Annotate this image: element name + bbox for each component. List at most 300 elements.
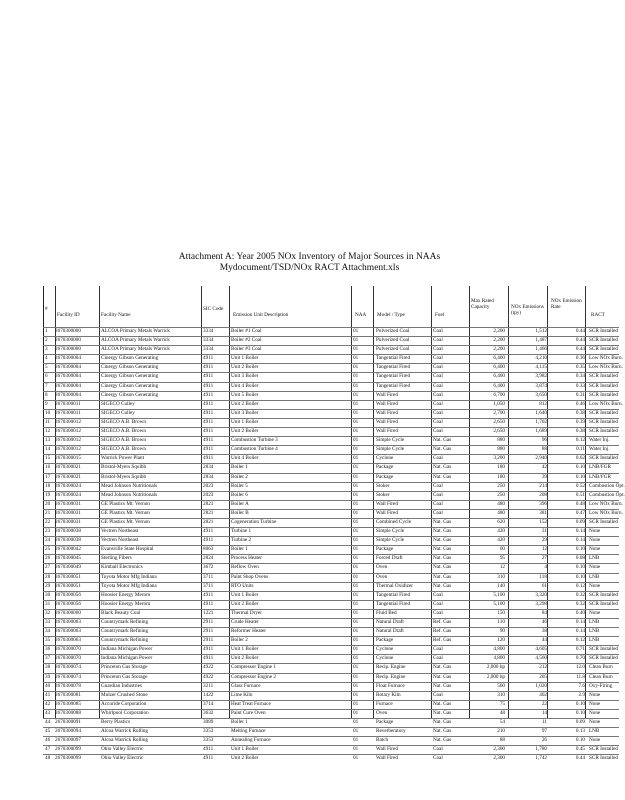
cell-n: 24 [45, 537, 51, 544]
cell-nox: 212 [539, 664, 547, 671]
cell-naa: 01 [353, 637, 359, 644]
table-row [43, 591, 619, 600]
cell-unit: Heat Treat Furnace [231, 700, 271, 707]
cell-n: 41 [45, 691, 51, 698]
cell-n: 19 [45, 491, 51, 498]
header-model: Model / Type [377, 312, 405, 318]
header-naa: NAA [355, 312, 367, 318]
header-sic: SIC Code [203, 306, 224, 312]
cell-nox: 26 [541, 737, 547, 744]
cell-id: 2670300056 [55, 591, 81, 598]
table-row [43, 445, 619, 454]
cell-ract: None [589, 528, 601, 535]
cell-rate: 0.46 [575, 400, 585, 407]
cell-sic: 4911 [203, 646, 214, 653]
cell-fac: Mulzer Crushed Stone [101, 691, 148, 698]
table-row [43, 609, 619, 618]
cell-ract: None [589, 609, 601, 616]
cell-fuel: Coal [433, 655, 443, 662]
cell-ract: None [589, 691, 601, 698]
cell-fuel: Coal [433, 455, 443, 462]
cell-cap: 60 [499, 546, 505, 553]
cell-naa: 01 [353, 655, 359, 662]
cell-cap: 5,100 [493, 591, 505, 598]
cell-sic: 3334 [203, 337, 214, 344]
cell-ract: SCR Installed [589, 600, 618, 607]
header-capacity: Max Rated Capacity [471, 298, 494, 310]
cell-sic: 4911 [203, 409, 214, 416]
cell-naa: 01 [353, 646, 359, 653]
cell-model: Combined Cycle [376, 518, 412, 525]
cell-sic: 4911 [203, 591, 214, 598]
cell-naa: 01 [353, 691, 359, 698]
cell-nox: 1,466 [535, 346, 547, 353]
table-row [43, 700, 619, 709]
cell-rate: 0.09 [575, 518, 585, 525]
table-row [43, 427, 619, 436]
cell-fac: Vectren Northeast [101, 537, 139, 544]
cell-unit: Annealing Furnace [231, 737, 271, 744]
cell-n: 36 [45, 646, 51, 653]
table-row [43, 409, 619, 418]
cell-model: Oven [376, 573, 388, 580]
cell-model: Oven [376, 564, 388, 571]
cell-cap: 180 [497, 464, 505, 471]
cell-fac: Warrick Power Plant [101, 455, 145, 462]
cell-ract: SCR Installed [589, 591, 618, 598]
cell-fac: GE Plastics Mt. Vernon [101, 509, 150, 516]
cell-cap: 2,200 [493, 328, 505, 334]
table-row [43, 363, 623, 372]
cell-cap: 4,800 [493, 646, 505, 653]
cell-fac: Princeton Gas Storage [101, 673, 148, 680]
cell-fuel: Nat. Gas [433, 573, 452, 580]
cell-ract: None [589, 709, 601, 716]
table-row [43, 509, 623, 518]
cell-n: 37 [45, 655, 51, 662]
cell-nox: 61 [541, 582, 547, 589]
cell-model: Batch [376, 737, 389, 744]
cell-n: 32 [45, 609, 51, 616]
cell-cap: 6,400 [493, 355, 505, 362]
cell-cap: 480 [497, 500, 505, 507]
cell-nox: 1,780 [535, 746, 547, 753]
table-body [43, 327, 625, 764]
cell-model: Simple Cycle [376, 537, 405, 544]
cell-ract: LNB [589, 637, 600, 644]
cell-cap: 12 [499, 564, 505, 571]
cell-naa: 01 [353, 737, 359, 744]
cell-id: 2670300049 [55, 564, 81, 571]
cell-rate: 0.12 [575, 582, 585, 589]
cell-ract: SCR Installed [589, 373, 618, 380]
cell-cap: 180 [497, 473, 505, 480]
cell-unit: Boiler B [231, 509, 249, 516]
table-row [43, 627, 619, 636]
cell-cap: 310 [497, 691, 505, 698]
cell-sic: 4911 [203, 400, 214, 407]
cell-n: 11 [45, 418, 50, 425]
cell-unit: Thermal Dryer [231, 609, 262, 616]
cell-n: 46 [45, 737, 51, 744]
cell-fac: Sterling Fibers [101, 555, 132, 562]
cell-rate: 0.10 [575, 737, 585, 744]
cell-id: 2670300070 [55, 646, 81, 653]
table-row [43, 482, 625, 491]
cell-unit: Reflow Oven [231, 564, 259, 571]
cell-sic: 2821 [203, 509, 214, 516]
cell-rate: 0.13 [575, 728, 585, 735]
cell-fac: SIGECO A.B. Brown [101, 437, 146, 444]
cell-fac: SIGECO A.B. Brown [101, 418, 146, 425]
cell-ract: None [589, 546, 601, 553]
cell-nox: 88 [541, 446, 547, 453]
cell-id: 2670300042 [55, 546, 81, 553]
cell-nox: 12 [541, 546, 547, 553]
cell-cap: 420 [497, 537, 505, 544]
cell-fuel: Nat. Gas [433, 473, 452, 480]
cell-id: 2670300012 [55, 428, 81, 435]
cell-id: 2670300031 [55, 518, 81, 525]
cell-fac: GE Plastics Mt. Vernon [101, 500, 150, 507]
cell-unit: Unit 2 Boiler [231, 400, 259, 407]
cell-fac: GE Plastics Mt. Vernon [101, 518, 150, 525]
cell-unit: Unit 1 Boiler [231, 746, 259, 753]
cell-rate: 0.40 [575, 609, 585, 616]
cell-ract: LNB [589, 728, 600, 735]
cell-model: Recip. Engine [376, 664, 406, 671]
cell-id: 2670300063 [55, 637, 81, 644]
cell-ract: Low NOx Burn. [589, 364, 623, 371]
cell-rate: 0.10 [575, 564, 585, 571]
cell-fac: Cinergy Gibson Generating [101, 391, 159, 398]
cell-nox: 1,640 [535, 409, 547, 416]
table-row [43, 654, 619, 663]
cell-cap: 6,400 [493, 373, 505, 380]
cell-sic: 2023 [203, 491, 214, 498]
cell-sic: 1422 [203, 691, 214, 698]
cell-naa: 01 [353, 682, 359, 689]
cell-nox: 22 [541, 700, 547, 707]
table-row [43, 518, 619, 527]
cell-sic: 4922 [203, 673, 214, 680]
cell-nox: 4,210 [535, 355, 547, 362]
cell-sic: 3714 [203, 700, 214, 707]
cell-rate: 0.44 [575, 328, 585, 334]
cell-nox: 97 [541, 728, 547, 735]
table-row [43, 745, 619, 754]
cell-sic: 4911 [203, 537, 214, 544]
cell-cap: 210 [497, 728, 505, 735]
cell-unit: Unit 2 Boiler [231, 600, 259, 607]
cell-fac: Mead Johnson Nutritionals [101, 491, 158, 498]
cell-rate: 0.14 [575, 619, 585, 625]
cell-nox: 396 [539, 500, 547, 507]
cell-naa: 01 [353, 709, 359, 716]
cell-id: 2670300038 [55, 537, 81, 544]
cell-nox: 1,512 [535, 328, 547, 334]
cell-n: 43 [45, 709, 51, 716]
cell-sic: 4911 [203, 446, 214, 453]
cell-fac: Indiana Michigan Power [101, 646, 153, 653]
cell-fac: SIGECO A.B. Brown [101, 446, 146, 453]
cell-fac: Mead Johnson Nutritionals [101, 482, 158, 489]
cell-naa: 01 [353, 391, 359, 398]
cell-unit: Unit 3 Boiler [231, 409, 259, 416]
cell-fuel: Nat. Gas [433, 682, 452, 689]
cell-n: 12 [45, 428, 51, 435]
cell-id: 2670300024 [55, 482, 81, 489]
cell-naa: 01 [353, 537, 359, 544]
cell-model: Thermal Oxidizer [376, 582, 414, 589]
table-row [43, 691, 619, 700]
cell-fuel: Nat. Gas [433, 719, 452, 726]
cell-model: Tangential Fired [376, 364, 411, 371]
cell-rate: 0.48 [575, 500, 585, 507]
cell-model: Oven [376, 709, 388, 716]
cell-model: Reverberatory [376, 728, 406, 735]
cell-nox: 3,650 [535, 391, 547, 398]
cell-naa: 01 [353, 728, 359, 735]
cell-fac: Cinergy Gibson Generating [101, 373, 159, 380]
cell-sic: 8063 [203, 546, 214, 553]
table-row [43, 754, 619, 763]
cell-nox: 214 [539, 482, 547, 489]
cell-rate: 0.10 [575, 573, 585, 580]
header-ract: RACT [591, 312, 605, 318]
cell-n: 17 [45, 473, 51, 480]
cell-fac: ALCOA Primary Metals Warrick [101, 337, 170, 344]
cell-nox: 812 [539, 400, 547, 407]
cell-fac: Toyota Motor Mfg Indiana [101, 573, 157, 580]
cell-ract: LNB [589, 619, 600, 625]
cell-id: 2670300000 [55, 328, 81, 334]
cell-cap: 250 [497, 482, 505, 489]
cell-model: Wall Fired [376, 418, 398, 425]
cell-id: 2670300012 [55, 418, 81, 425]
cell-fuel: Nat. Gas [433, 709, 452, 716]
cell-naa: 01 [353, 746, 359, 753]
cell-naa: 01 [353, 609, 359, 616]
header-id: Facility ID [57, 312, 80, 318]
cell-fac: Hoosier Energy Merom [101, 600, 151, 607]
cell-cap: 250 [497, 491, 505, 498]
cell-cap: 620 [497, 518, 505, 525]
cell-n: 16 [45, 464, 51, 471]
cell-fuel: Coal [433, 609, 443, 616]
cell-id: 2670300094 [55, 728, 81, 735]
cell-naa: 01 [353, 337, 359, 344]
cell-model: Wall Fired [376, 755, 398, 762]
cell-rate: 0.47 [575, 509, 585, 516]
cell-unit: Combustion Turbine 4 [231, 446, 278, 453]
cell-ract: Combustion Opt. [589, 482, 625, 489]
cell-naa: 01 [353, 673, 359, 680]
cell-fuel: Coal [433, 364, 443, 371]
cell-model: Package [376, 473, 394, 480]
cell-fuel: Ref. Gas [433, 619, 452, 625]
cell-id: 2670300031 [55, 500, 81, 507]
cell-rate: 0.44 [575, 346, 585, 353]
cell-unit: Paint Cure Oven [231, 709, 266, 716]
cell-n: 33 [45, 619, 51, 625]
cell-fac: ALCOA Primary Metals Warrick [101, 328, 170, 334]
cell-cap: 420 [497, 528, 505, 535]
cell-rate: 0.10 [575, 473, 585, 480]
header-facility: Facility Name [101, 312, 131, 318]
cell-cap: 48 [499, 709, 505, 716]
cell-rate: 0.62 [575, 455, 585, 462]
cell-sic: 3672 [203, 564, 214, 571]
cell-fuel: Coal [433, 691, 443, 698]
cell-model: Cyclone [376, 655, 394, 662]
cell-naa: 01 [353, 364, 359, 371]
cell-naa: 01 [353, 619, 359, 625]
cell-model: Wall Fired [376, 400, 398, 407]
cell-n: 15 [45, 455, 51, 462]
cell-naa: 01 [353, 591, 359, 598]
cell-naa: 01 [353, 528, 359, 535]
cell-sic: 4911 [203, 355, 214, 362]
cell-ract: SCR Installed [589, 382, 618, 389]
cell-nox: 29 [541, 537, 547, 544]
cell-naa: 01 [353, 355, 359, 362]
cell-cap: 95 [499, 555, 505, 562]
cell-n: 47 [45, 746, 51, 753]
cell-sic: 3334 [203, 328, 214, 334]
cell-unit: Unit 5 Boiler [231, 391, 259, 398]
cell-sic: 2911 [203, 637, 214, 644]
header-nox: NOx Emissions (tpy) [511, 304, 544, 316]
cell-rate: 0.14 [575, 628, 585, 635]
cell-fac: Countrymark Refining [101, 628, 149, 635]
cell-fuel: Coal [433, 418, 443, 425]
cell-id: 2670300074 [55, 673, 81, 680]
cell-sic: 2834 [203, 473, 214, 480]
cell-nox: 31 [541, 528, 547, 535]
cell-ract: Low NOx Burn. [589, 509, 623, 516]
cell-unit: Boiler 1 [231, 464, 248, 471]
table-row [43, 536, 619, 545]
cell-rate: 0.31 [575, 391, 585, 398]
cell-model: Tangential Fired [376, 373, 411, 380]
cell-nox: 152 [539, 518, 547, 525]
cell-cap: 1,050 [493, 400, 505, 407]
cell-rate: 0.34 [575, 373, 585, 380]
cell-naa: 01 [353, 400, 359, 407]
cell-sic: 3211 [203, 682, 214, 689]
cell-model: Tangential Fired [376, 600, 411, 607]
cell-ract: None [589, 700, 601, 707]
cell-model: Furnace [376, 700, 393, 707]
cell-naa: 01 [353, 482, 359, 489]
cell-model: Wall Fired [376, 409, 398, 416]
cell-n: 45 [45, 728, 51, 735]
cell-sic: 4911 [203, 437, 214, 444]
cell-nox: 1,742 [535, 755, 547, 762]
cell-sic: 3632 [203, 709, 214, 716]
cell-fac: SIGECO Culley [101, 400, 135, 407]
cell-rate: 0.52 [575, 482, 585, 489]
cell-ract: None [589, 719, 601, 726]
cell-cap: 2,000 hp [486, 664, 505, 671]
cell-n: 27 [45, 564, 51, 571]
cell-ract: None [589, 564, 601, 571]
cell-sic: 4911 [203, 391, 214, 398]
cell-id: 2670300038 [55, 528, 81, 535]
cell-id: 2670300012 [55, 437, 81, 444]
cell-id: 2670300091 [55, 719, 81, 726]
cell-ract: SCR Installed [589, 755, 618, 762]
cell-n: 23 [45, 528, 51, 535]
cell-id: 2670300004 [55, 373, 81, 380]
cell-cap: 480 [497, 509, 505, 516]
cell-rate: 0.14 [575, 537, 585, 544]
cell-cap: 2,200 [493, 346, 505, 353]
cell-unit: Unit 4 Boiler [231, 382, 259, 389]
cell-unit: Paint Shop Ovens [231, 573, 269, 580]
cell-rate: 0.11 [576, 446, 585, 453]
cell-rate: 0.45 [575, 746, 585, 753]
table-row [43, 573, 619, 582]
cell-naa: 01 [353, 755, 359, 762]
cell-id: 2670300078 [55, 682, 81, 689]
cell-nox: 4,605 [535, 646, 547, 653]
cell-sic: 3353 [203, 728, 214, 735]
table-row [43, 682, 619, 691]
cell-n: 9 [45, 400, 48, 407]
cell-nox: 27 [541, 555, 547, 562]
cell-sic: 4911 [203, 373, 214, 380]
cell-rate: 0.08 [575, 555, 585, 562]
header-num: # [45, 306, 48, 312]
cell-model: Simple Cycle [376, 437, 405, 444]
cell-unit: Cogeneration Turbine [231, 518, 277, 525]
cell-unit: Boiler 6 [231, 491, 248, 498]
cell-rate: 0.12 [575, 437, 585, 444]
cell-cap: 880 [497, 446, 505, 453]
table-row [43, 727, 619, 736]
cell-naa: 01 [353, 555, 359, 562]
cell-n: 5 [45, 364, 48, 371]
cell-fac: Evansville State Hospital [101, 546, 154, 553]
cell-cap: 3,200 [493, 455, 505, 462]
cell-n: 31 [45, 600, 51, 607]
cell-unit: Lime Kiln [231, 691, 253, 698]
cell-n: 8 [45, 391, 48, 398]
cell-fuel: Coal [433, 591, 443, 598]
cell-unit: Unit 2 Boiler [231, 755, 259, 762]
cell-nox: 118 [539, 573, 547, 580]
cell-id: 2670300060 [55, 609, 81, 616]
cell-sic: 2821 [203, 500, 214, 507]
cell-sic: 3353 [203, 737, 214, 744]
cell-rate: 0.10 [575, 709, 585, 716]
cell-nox: 96 [541, 437, 547, 444]
cell-fac: Countrymark Refining [101, 637, 149, 644]
cell-ract: LNB/FGR [589, 473, 611, 480]
cell-n: 42 [45, 700, 51, 707]
cell-rate: 0.44 [575, 337, 585, 344]
cell-fac: Hoosier Energy Merom [101, 591, 151, 598]
cell-nox: 4,115 [535, 364, 547, 371]
cell-sic: 4911 [203, 528, 214, 535]
cell-sic: 2821 [203, 518, 214, 525]
cell-unit: Boiler A [231, 500, 249, 507]
cell-id: 2670300099 [55, 746, 81, 753]
cell-sic: 2824 [203, 555, 214, 562]
header-unit: Emission Unit Description [233, 312, 289, 318]
